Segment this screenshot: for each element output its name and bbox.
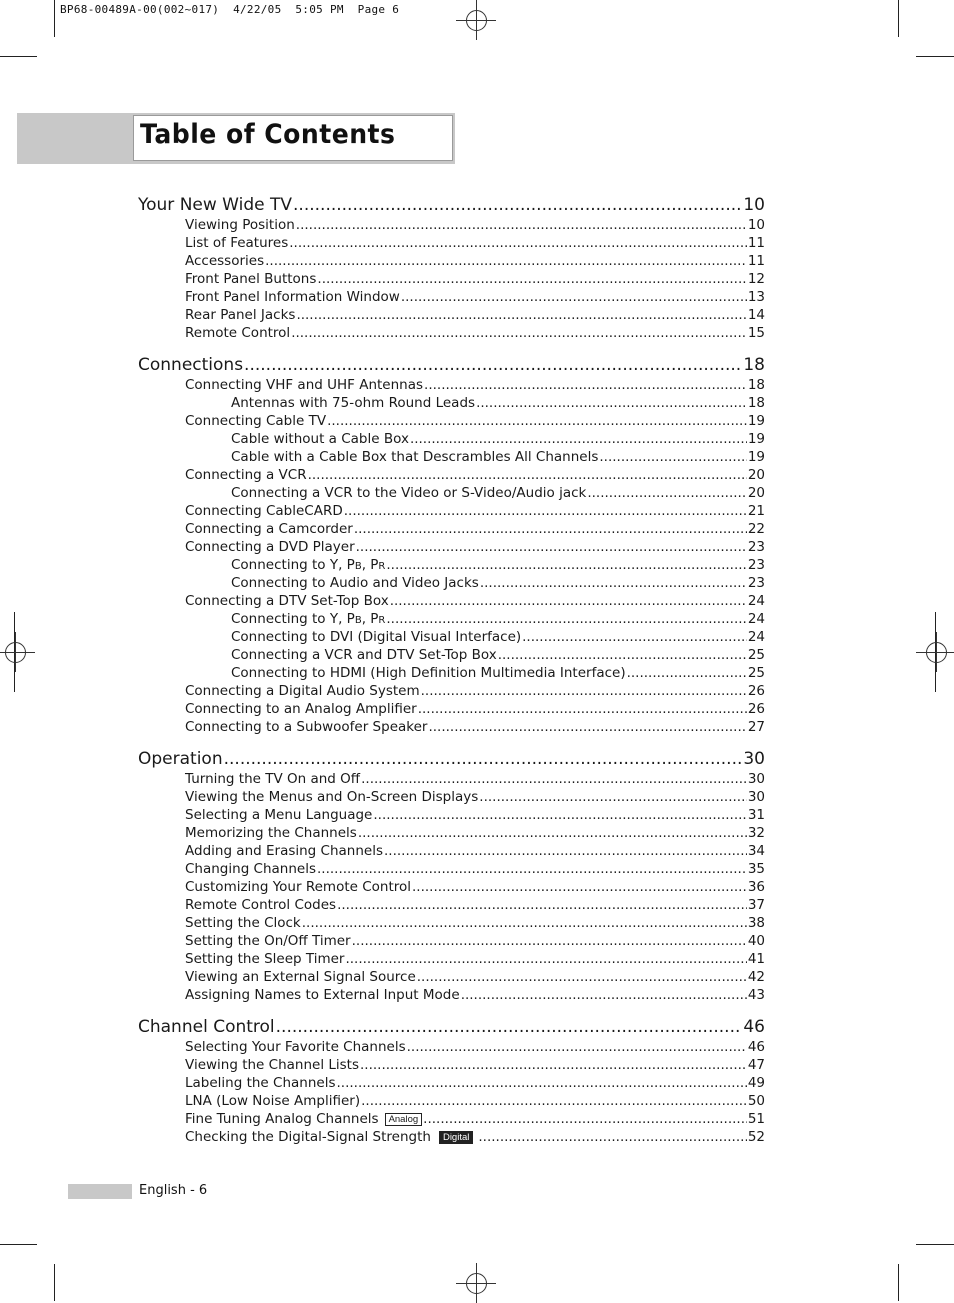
- entry-label-text: Connecting a DTV Set-Top Box: [185, 593, 389, 609]
- toc-section-heading[interactable]: [138, 354, 765, 376]
- toc-entry[interactable]: [138, 896, 765, 914]
- entry-label-text: Rear Panel Jacks: [185, 307, 296, 323]
- dot-leader: [296, 306, 746, 324]
- entry-label: [185, 234, 288, 252]
- toc-subentry[interactable]: [138, 628, 765, 646]
- toc-entry[interactable]: [138, 412, 765, 430]
- entry-label: [185, 914, 301, 932]
- dot-leader: [293, 194, 742, 216]
- toc-entry[interactable]: [138, 502, 765, 520]
- page-number: 11: [747, 253, 765, 269]
- entry-label: [231, 556, 385, 576]
- entry-label-text: Viewing an External Signal Source: [185, 969, 416, 985]
- toc-subentry[interactable]: [138, 610, 765, 628]
- entry-label-text: Viewing the Menus and On-Screen Displays: [185, 789, 479, 805]
- dot-leader: [522, 628, 747, 646]
- dot-leader: [327, 412, 747, 430]
- registration-mark-bottom: [456, 1263, 496, 1303]
- entry-label-text: Setting the Clock: [185, 915, 301, 931]
- dot-leader: [424, 376, 747, 394]
- entry-label: [185, 682, 420, 700]
- toc-entry[interactable]: [138, 234, 765, 252]
- toc-section: [138, 354, 765, 736]
- page-number: 26: [747, 701, 765, 717]
- entry-label: [231, 628, 521, 646]
- toc-subentry[interactable]: [138, 430, 765, 448]
- page-number: 21: [747, 503, 765, 519]
- entry-label-text: Accessories: [185, 253, 265, 269]
- entry-label-text: Connecting a Digital Audio System: [185, 683, 420, 699]
- dot-leader: [361, 770, 747, 788]
- page-number: 11: [747, 235, 765, 251]
- entry-label-text: Cable without a Cable Box: [231, 431, 409, 447]
- toc-subentry[interactable]: [138, 448, 765, 466]
- toc-entry[interactable]: [138, 1128, 765, 1146]
- entry-label: [185, 412, 326, 430]
- page-number: 49: [747, 1075, 765, 1091]
- dot-leader: [337, 896, 747, 914]
- page-number: 51: [747, 1111, 765, 1127]
- page-number: 24: [747, 611, 765, 627]
- page-number: 13: [747, 289, 765, 305]
- entry-label: [185, 806, 372, 824]
- page-number: 14: [747, 307, 765, 323]
- entry-label-text: Selecting a Menu Language: [185, 807, 373, 823]
- entry-label-text: Antennas with 75-ohm Round Leads: [231, 395, 476, 411]
- entry-label: [185, 288, 400, 306]
- entry-label: [185, 878, 411, 896]
- page-number: 52: [747, 1129, 765, 1145]
- toc-entry[interactable]: [138, 252, 765, 270]
- entry-label: [185, 324, 290, 342]
- dot-leader: [417, 968, 747, 986]
- dot-leader: [360, 1056, 747, 1074]
- entry-label-text: Turning the TV On and Off: [185, 771, 361, 787]
- entry-label: [231, 646, 497, 664]
- entry-label: [185, 932, 351, 950]
- toc-entry[interactable]: [138, 824, 765, 842]
- dot-leader: [412, 878, 747, 896]
- dot-leader: [244, 354, 742, 376]
- entry-label-text: Connecting VHF and UHF Antennas: [185, 377, 424, 393]
- crop-mark-br-v: [898, 1264, 899, 1301]
- entry-label: [231, 664, 626, 682]
- page-number: 34: [747, 843, 765, 859]
- page-number: 20: [747, 467, 765, 483]
- entry-label-text: Remote Control Codes: [185, 897, 337, 913]
- entry-label-text: Connecting to Y, PB, PR: [231, 611, 386, 627]
- registration-mark-top: [456, 0, 496, 40]
- entry-label-text: Setting the Sleep Timer: [185, 951, 345, 967]
- entry-label-text: Assigning Names to External Input Mode: [185, 987, 460, 1003]
- dot-leader: [461, 986, 747, 1004]
- page-number: 19: [747, 413, 765, 429]
- page-number: 30: [747, 789, 765, 805]
- dot-leader: [344, 502, 747, 520]
- entry-label-text: Connecting to an Analog Amplifier: [185, 701, 417, 717]
- dot-leader: [265, 252, 747, 270]
- toc-entry[interactable]: [138, 682, 765, 700]
- toc-entry[interactable]: [138, 520, 765, 538]
- toc-entry[interactable]: [138, 538, 765, 556]
- entry-label-text: Connecting to DVI (Digital Visual Interface): [231, 629, 522, 645]
- dot-leader: [418, 700, 747, 718]
- dot-leader: [317, 270, 746, 288]
- toc-subentry[interactable]: [138, 556, 765, 574]
- page-number: 19: [747, 431, 765, 447]
- toc-entry[interactable]: [138, 592, 765, 610]
- crop-mark-tl-v: [54, 0, 55, 37]
- entry-label: [231, 448, 598, 466]
- dot-leader: [390, 592, 747, 610]
- entry-label: [185, 968, 416, 986]
- toc-section: [138, 194, 765, 342]
- page-number: 23: [747, 557, 765, 573]
- dot-leader: [627, 664, 747, 682]
- toc-subentry[interactable]: [138, 646, 765, 664]
- toc-subentry[interactable]: [138, 664, 765, 682]
- toc-entry[interactable]: [138, 216, 765, 234]
- page-number: 30: [747, 771, 765, 787]
- dot-leader: [354, 520, 747, 538]
- dot-leader: [358, 824, 747, 842]
- toc-subentry[interactable]: [138, 484, 765, 502]
- toc-entry[interactable]: [138, 968, 765, 986]
- dot-leader: [478, 1128, 746, 1146]
- entry-label-text: Front Panel Information Window: [185, 289, 400, 305]
- entry-label: [185, 1038, 406, 1056]
- entry-label-text: Memorizing the Channels: [185, 825, 357, 841]
- entry-label: [185, 950, 344, 968]
- page-number: 46: [747, 1039, 765, 1055]
- entry-label: [185, 306, 295, 324]
- page-number: 47: [747, 1057, 765, 1073]
- entry-label-text: Cable with a Cable Box that Descrambles All Channels: [231, 449, 599, 465]
- page-number: 12: [747, 271, 765, 287]
- page-number: 50: [747, 1093, 765, 1109]
- entry-label: [185, 538, 355, 556]
- toc-entry[interactable]: [138, 806, 765, 824]
- entry-label-text: Selecting Your Favorite Channels: [185, 1039, 406, 1055]
- dot-leader: [302, 914, 747, 932]
- page-number: 41: [747, 951, 765, 967]
- entry-label: [231, 610, 385, 630]
- page-number: 23: [747, 575, 765, 591]
- dot-leader: [291, 324, 747, 342]
- crop-mark-bl-h: [0, 1244, 37, 1245]
- page-number: 18: [747, 377, 765, 393]
- entry-label-text: Adding and Erasing Channels: [185, 843, 384, 859]
- entry-label: [185, 502, 343, 520]
- entry-label: [185, 986, 460, 1004]
- toc-entry[interactable]: [138, 1074, 765, 1092]
- entry-label: [185, 770, 360, 788]
- entry-label-text: Connecting Cable TV: [185, 413, 327, 429]
- analog-badge: Analog: [385, 1113, 423, 1126]
- entry-label-text: Connecting a VCR: [185, 467, 307, 483]
- dot-leader: [476, 394, 747, 412]
- dot-leader: [373, 806, 746, 824]
- toc-entry[interactable]: [138, 306, 765, 324]
- toc-entry[interactable]: [138, 324, 765, 342]
- entry-label: [231, 484, 586, 502]
- toc-entry[interactable]: [138, 770, 765, 788]
- crop-mark-tr-h: [916, 56, 954, 57]
- entry-label: [231, 430, 409, 448]
- page-number: 25: [747, 647, 765, 663]
- page-number: 24: [747, 593, 765, 609]
- entry-label-text: Checking the Digital-Signal Strength: [185, 1129, 431, 1145]
- page-number: 38: [747, 915, 765, 931]
- entry-label-text: Operation: [138, 749, 223, 769]
- registration-mark-right: [916, 632, 954, 672]
- entry-label-text: Connecting to HDMI (High Definition Multimedia Interface): [231, 665, 626, 681]
- entry-label: [185, 718, 427, 736]
- entry-label: [185, 842, 383, 860]
- entry-label-text: Connecting a VCR and DTV Set-Top Box: [231, 647, 497, 663]
- page-number: 10: [743, 195, 765, 215]
- toc-subentry[interactable]: [138, 574, 765, 592]
- toc-section-heading[interactable]: [138, 194, 765, 216]
- toc-entry[interactable]: [138, 1056, 765, 1074]
- table-of-contents: [138, 194, 765, 1158]
- page-number: 42: [747, 969, 765, 985]
- toc-entry[interactable]: [138, 1092, 765, 1110]
- entry-label: [185, 252, 264, 270]
- page-number: 24: [747, 629, 765, 645]
- entry-label-text: Connecting a DVD Player: [185, 539, 355, 555]
- entry-label: [185, 824, 357, 842]
- page-number: 18: [743, 355, 765, 375]
- dot-leader: [386, 610, 746, 628]
- entry-label: [185, 1074, 336, 1092]
- entry-label-text: List of Features: [185, 235, 289, 251]
- entry-label: [185, 1128, 477, 1146]
- page-footer: English - 6: [139, 1183, 208, 1198]
- entry-label-text: Viewing the Channel Lists: [185, 1057, 359, 1073]
- toc-entry[interactable]: [138, 288, 765, 306]
- page-title: Table of Contents: [140, 119, 396, 150]
- entry-label: [185, 896, 336, 914]
- section-title: [138, 1016, 275, 1038]
- dot-leader: [337, 1074, 747, 1092]
- dot-leader: [498, 646, 747, 664]
- dot-leader: [479, 788, 747, 806]
- entry-label-text: Fine Tuning Analog Channels: [185, 1111, 379, 1127]
- entry-label: [231, 394, 475, 412]
- toc-entry[interactable]: [138, 932, 765, 950]
- page-number: 10: [747, 217, 765, 233]
- toc-entry[interactable]: [138, 788, 765, 806]
- dot-leader: [587, 484, 746, 502]
- dot-leader: [401, 288, 747, 306]
- page-number: 20: [747, 485, 765, 501]
- page-number: 43: [747, 987, 765, 1003]
- entry-label: [185, 376, 423, 394]
- toc-subentry[interactable]: [138, 394, 765, 412]
- entry-label: [185, 520, 353, 538]
- crop-mark-tr-v: [898, 0, 899, 37]
- dot-leader: [361, 1092, 747, 1110]
- page-number: 18: [747, 395, 765, 411]
- dot-leader: [423, 1110, 747, 1128]
- toc-entry[interactable]: [138, 860, 765, 878]
- entry-label: [185, 860, 316, 878]
- page-number: 35: [747, 861, 765, 877]
- dot-leader: [276, 1016, 743, 1038]
- page-number: 32: [747, 825, 765, 841]
- entry-label-text: Labeling the Channels: [185, 1075, 336, 1091]
- dot-leader: [308, 466, 747, 484]
- entry-label: [185, 270, 316, 288]
- crop-mark-br-h: [916, 1244, 954, 1245]
- entry-label-text: Connecting to a Subwoofer Speaker: [185, 719, 428, 735]
- dot-leader: [224, 748, 743, 770]
- page-number: 40: [747, 933, 765, 949]
- printer-slug: BP68-00489A-00(002~017) 4/22/05 5:05 PM Page 6: [60, 3, 400, 16]
- toc-entry[interactable]: [138, 270, 765, 288]
- page-number: 26: [747, 683, 765, 699]
- page-number: 30: [743, 749, 765, 769]
- dot-leader: [317, 860, 747, 878]
- dot-leader: [289, 234, 747, 252]
- crop-mark-tl-h: [0, 56, 37, 57]
- toc-entry[interactable]: [138, 466, 765, 484]
- toc-entry[interactable]: [138, 718, 765, 736]
- entry-label-text: Connections: [138, 355, 244, 375]
- entry-label-text: LNA (Low Noise Amplifier): [185, 1093, 361, 1109]
- page-number: 15: [747, 325, 765, 341]
- dot-leader: [421, 682, 747, 700]
- toc-entry[interactable]: [138, 1038, 765, 1056]
- page-number: 22: [747, 521, 765, 537]
- dot-leader: [352, 932, 747, 950]
- page-number: 36: [747, 879, 765, 895]
- entry-label: [185, 466, 307, 484]
- dot-leader: [384, 842, 747, 860]
- toc-section-heading[interactable]: [138, 748, 765, 770]
- entry-label-text: Connecting to Audio and Video Jacks: [231, 575, 479, 591]
- crop-mark-bl-v: [54, 1264, 55, 1301]
- dot-leader: [407, 1038, 747, 1056]
- entry-label: [185, 788, 478, 806]
- digital-badge: Digital: [439, 1131, 473, 1144]
- page-number: 46: [743, 1017, 765, 1037]
- section-title: [138, 194, 292, 216]
- dot-leader: [386, 556, 746, 574]
- dot-leader: [428, 718, 746, 736]
- toc-section-heading[interactable]: [138, 1016, 765, 1038]
- toc-section: [138, 1016, 765, 1146]
- page-number: 23: [747, 539, 765, 555]
- page-number: 37: [747, 897, 765, 913]
- entry-label-text: Setting the On/Off Timer: [185, 933, 351, 949]
- section-title: [138, 354, 243, 376]
- dot-leader: [410, 430, 747, 448]
- entry-label-text: Remote Control: [185, 325, 291, 341]
- toc-entry[interactable]: [138, 700, 765, 718]
- page-number: 27: [747, 719, 765, 735]
- entry-label-text: Viewing Position: [185, 217, 295, 233]
- dot-leader: [345, 950, 746, 968]
- page-number: 31: [747, 807, 765, 823]
- entry-label: [185, 700, 417, 718]
- toc-entry[interactable]: [138, 376, 765, 394]
- entry-label: [185, 216, 295, 234]
- page-number: 19: [747, 449, 765, 465]
- toc-entry[interactable]: [138, 1110, 765, 1128]
- toc-entry[interactable]: [138, 950, 765, 968]
- entry-label: [231, 574, 479, 592]
- title-box: [133, 115, 453, 161]
- entry-label-text: Changing Channels: [185, 861, 317, 877]
- entry-label-text: Connecting CableCARD: [185, 503, 343, 519]
- entry-label-text: Connecting a VCR to the Video or S-Video/Audio jack: [231, 485, 587, 501]
- entry-label-text: Your New Wide TV: [138, 195, 293, 215]
- entry-label-text: Connecting to Y, PB, PR: [231, 557, 386, 573]
- page-number: 25: [747, 665, 765, 681]
- toc-entry[interactable]: [138, 842, 765, 860]
- entry-label: [185, 1110, 422, 1128]
- entry-label-text: Customizing Your Remote Control: [185, 879, 412, 895]
- toc-section: [138, 748, 765, 1004]
- footer-bar: [68, 1184, 132, 1199]
- entry-label-text: Front Panel Buttons: [185, 271, 317, 287]
- entry-label: [185, 1056, 359, 1074]
- entry-label: [185, 592, 389, 610]
- toc-entry[interactable]: [138, 986, 765, 1004]
- registration-mark-left: [0, 632, 35, 672]
- dot-leader: [296, 216, 747, 234]
- dot-leader: [599, 448, 746, 466]
- dot-leader: [356, 538, 747, 556]
- entry-label: [185, 1092, 360, 1110]
- toc-entry[interactable]: [138, 914, 765, 932]
- toc-entry[interactable]: [138, 878, 765, 896]
- section-title: [138, 748, 223, 770]
- dot-leader: [480, 574, 747, 592]
- entry-label-text: Connecting a Camcorder: [185, 521, 353, 537]
- entry-label-text: Channel Control: [138, 1017, 275, 1037]
